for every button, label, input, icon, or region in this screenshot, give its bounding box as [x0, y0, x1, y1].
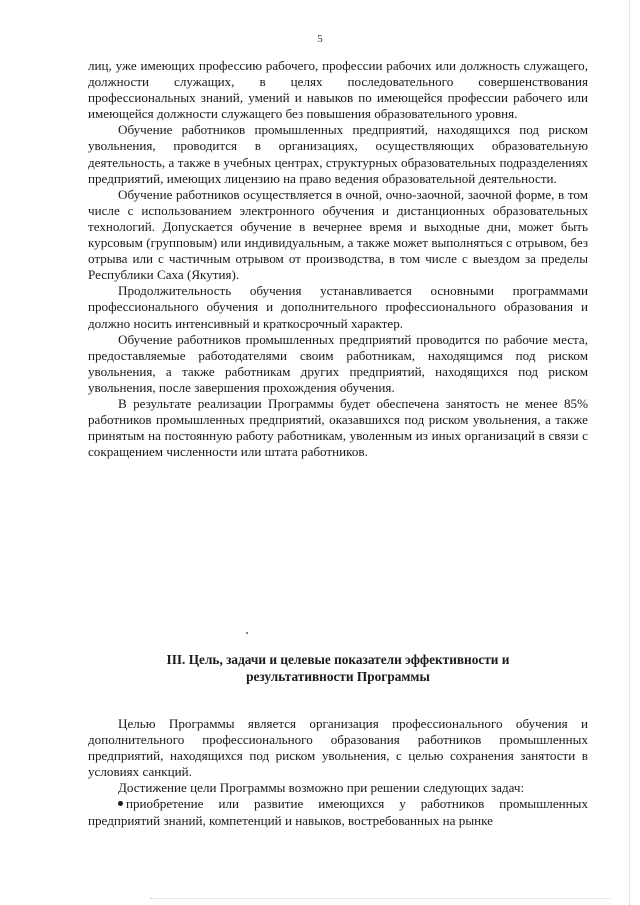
- body-text-lower: [88, 716, 588, 829]
- paragraph-training-duration: Продолжительность обучения устанавливается основными программами профессионального обучения и дополнительного профессионального образования и должно носить интенсивный и краткосрочный характер.: [88, 283, 588, 331]
- paragraph-training-organizations: Обучение работников промышленных предприятий, находящихся под риском увольнения, проводится в организациях, осуществляющих образовательную деятельность, а также в учебных центрах, структурных образовательных подразделениях предприятий, имеющих лицензию на право ведения образовательной деятельности.: [88, 122, 588, 186]
- paragraph-continuation: лиц, уже имеющих профессию рабочего, профессии рабочих или должность служащего, должности служащих, в целях последовательного совершенствования профессиональных знаний, умений и навыков по имеющейся профессии рабочего или имеющейся должности служащего без повышения образовательного уровня.: [88, 58, 588, 122]
- paragraph-tasks-intro: Достижение цели Программы возможно при решении следующих задач:: [118, 780, 525, 796]
- paragraph-workplaces: Обучение работников промышленных предприятий проводится по рабочие места, предоставляемые работодателями своим работникам, находящимся под риском увольнения, а также работникам других предприятий, находящихся под риском увольнения, после завершения прохождения обучения.: [88, 331, 588, 395]
- paragraph-training-forms: Обучение работников осуществляется в очной, очно-заочной, заочной форме, в том числе с использованием электронного обучения и дистанционных образовательных технологий. Допускается обучение в вечернее время и выходные дни, может быть курсовым (групповым) или индивидуальным, а также может выполняться с отрывом, без отрыва или с частичным отрывом от производства, в том числе с выездом за пределы Республики Саха (Якутия).: [88, 186, 588, 283]
- section-heading-line-2: результативности Программы: [246, 669, 430, 684]
- scan-speck: [246, 632, 248, 634]
- section-heading-line-1: III. Цель, задачи и целевые показатели эффективности и: [166, 652, 510, 667]
- page-number: 5: [317, 33, 323, 45]
- section-heading: [88, 651, 588, 685]
- bullet-icon: [118, 801, 123, 806]
- list-item-text: приобретение или развитие имеющихся у работников промышленных предприятий знаний, компетенций и навыков, востребованных на рынке: [88, 796, 588, 828]
- paragraph-program-result: В результате реализации Программы будет обеспечена занятость не менее 85% работников промышленных предприятий, оказавшихся под риском увольнения, а также принятым на постоянную работу работникам, уволенным из иных организаций в связи с сокращением численности или штата работников.: [88, 395, 588, 460]
- body-text-upper: [88, 58, 588, 460]
- scan-edge-right: [628, 0, 630, 905]
- paragraph-program-goal: Целью Программы является организация профессионального обучения и дополнительного профессионального образования работников промышленных предприятий, находящихся под риском увольнения, с целью сохранения занятости в условиях санкций.: [88, 716, 588, 780]
- list-item: [88, 796, 588, 828]
- scan-edge-bottom: [150, 897, 610, 899]
